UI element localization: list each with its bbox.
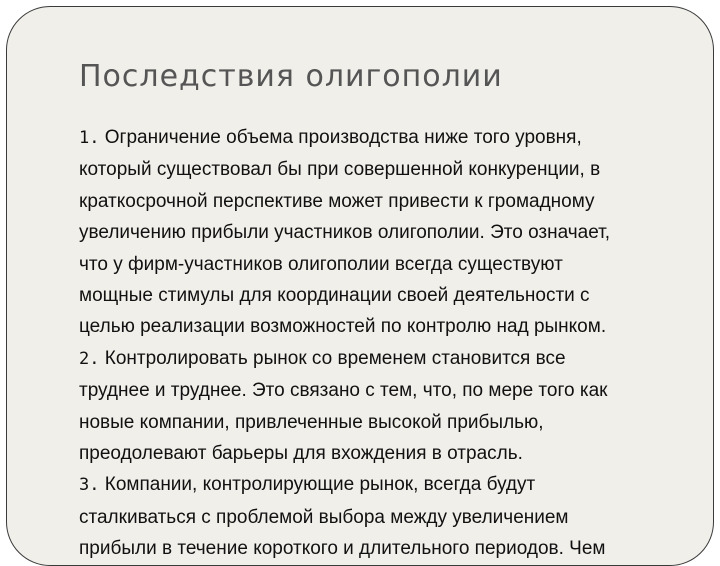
- paragraph-line: мощные стимулы для координации своей деятельности с: [79, 285, 590, 307]
- paragraph-line: [79, 469, 683, 501]
- slide-title: Последствия олигополии: [79, 59, 503, 94]
- paragraph-line: преодолевают барьеры для вхождения в отрасль.: [79, 443, 523, 465]
- paragraph-number: 1.: [79, 128, 100, 148]
- slide-frame: [6, 6, 714, 566]
- paragraph-line: целью реализации возможностей по контролю над рынком.: [79, 316, 607, 338]
- paragraph-line: краткосрочной перспективе может привести к громадному: [79, 190, 595, 212]
- paragraph-number: 2.: [79, 348, 100, 369]
- paragraph-line: сталкиваться с проблемой выбора между увеличением: [79, 506, 569, 528]
- paragraph-line: новые компании, привлеченные высокой прибылью,: [79, 411, 544, 433]
- slide-body: [79, 122, 683, 565]
- paragraph-2: [79, 343, 683, 470]
- paragraph-line: прибыли в течение короткого и длительного периодов. Чем: [79, 538, 606, 560]
- paragraph-line: увеличению прибыли участников олигополии. Это означает,: [79, 222, 611, 244]
- paragraph-line: [79, 343, 683, 375]
- paragraph-3: [79, 469, 683, 564]
- line-text: Контролировать рынок со временем становится все: [104, 347, 566, 369]
- paragraph-1: [79, 122, 683, 343]
- paragraph-line: что у фирм-участников олигополии всегда существуют: [79, 253, 563, 275]
- paragraph-line: [79, 122, 683, 154]
- paragraph-line: труднее и труднее. Это связано с тем, что, по мере того как: [79, 380, 608, 402]
- line-text: Ограничение объема производства ниже того уровня,: [104, 127, 582, 148]
- paragraph-number: 3.: [79, 475, 100, 496]
- line-text: Компании, контролирующие рынок, всегда будут: [104, 474, 536, 496]
- paragraph-line: который существовал бы при совершенной конкуренции, в: [79, 159, 601, 181]
